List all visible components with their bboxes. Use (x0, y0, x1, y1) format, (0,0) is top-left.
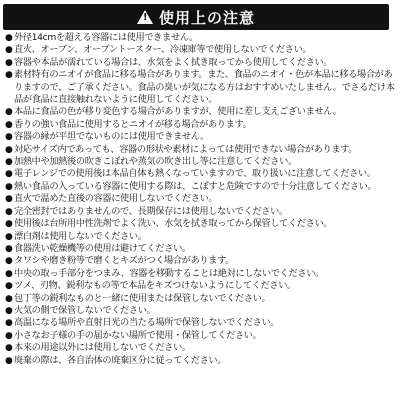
caution-item-text: 廃棄の際は、各自治体の廃棄区分に従ってください。 (14, 354, 227, 366)
caution-item-text: 熱い食品の入っている容器に使用する際は、こぼすと危険ですので十分注意してください。 (14, 180, 377, 192)
caution-item (5, 106, 395, 118)
bullet-icon: ● (5, 256, 13, 267)
warning-icon: ! (137, 10, 153, 24)
caution-item (5, 218, 395, 230)
caution-item-text: 中央の取っ手部分をつまみ、容器を移動することは絶対にしないでください。 (14, 267, 324, 279)
caution-item-text: 本来の用途以外には使用しないでください。 (14, 342, 191, 354)
caution-title: 使用上の注意 (158, 8, 255, 27)
bullet-icon: ● (5, 293, 13, 304)
caution-item-text: 漂白剤は使用しないでください。 (14, 230, 147, 242)
bullet-icon: ● (5, 231, 13, 242)
caution-item (5, 57, 395, 69)
caution-item-text: 包丁等の鋭利なものと一緒に使用または保管しないでください。 (14, 292, 271, 304)
caution-item (5, 193, 395, 205)
caution-item (5, 44, 395, 56)
bullet-icon: ● (5, 57, 13, 68)
caution-item-text: 電子レンジでの使用後は本品自体も熱くなっていますので、取り扱いに注意してください。 (14, 168, 376, 180)
caution-item (5, 330, 395, 342)
caution-item (5, 206, 395, 218)
caution-item (5, 131, 395, 143)
bullet-icon: ● (5, 144, 13, 155)
caution-item-text: 完全密封ではありませんので、長期保存には使用しないでください。 (14, 205, 288, 217)
caution-item-text: 加熱中や加熱後の吹きこぼれや蒸気の吹き出し等に注意してください。 (14, 156, 297, 168)
bullet-icon: ● (5, 45, 13, 56)
bullet-icon: ● (5, 343, 13, 354)
caution-item (5, 168, 395, 180)
caution-item (5, 144, 395, 156)
caution-item-text: 直火、オーブン、オーブントースター、冷凍庫等で使用しないでください。 (14, 44, 312, 56)
bullet-icon: ● (5, 330, 13, 341)
bullet-icon: ● (5, 305, 13, 316)
bullet-icon: ● (5, 206, 13, 217)
caution-item-text: 直火で温めた直後の容器に使用しないでください。 (14, 193, 218, 205)
caution-item (5, 293, 395, 305)
caution-item (5, 255, 395, 267)
caution-item-text: ツメ、刃物、鋭利なもの等で本品をキズつけないようにしてください。 (14, 280, 296, 292)
caution-item-text: 食器洗い乾燥機等の使用は避けてください。 (14, 242, 191, 254)
caution-item (5, 268, 395, 280)
bullet-icon: ● (5, 318, 13, 329)
caution-item (5, 355, 395, 367)
caution-item-text: 小さなお子様の手の届かない場所で使用・保管してください。 (14, 329, 262, 341)
caution-item-text: 火気の側で保管しないでください。 (14, 304, 156, 316)
bullet-icon: ● (5, 169, 13, 180)
bullet-icon: ● (5, 219, 13, 230)
caution-item (5, 32, 395, 44)
bullet-icon: ● (5, 181, 13, 192)
caution-item-text: タワシや磨き粉等で磨くとキズがつく場合があります。 (14, 255, 235, 267)
bullet-icon: ● (5, 194, 13, 205)
caution-item (5, 342, 395, 354)
caution-item (5, 317, 395, 329)
bullet-icon: ● (5, 355, 13, 366)
caution-item (5, 243, 395, 255)
bullet-icon: ● (5, 70, 13, 81)
caution-item-text: 素材特有のニオイが食品に移る場合があります。また、食品のニオイ・色が本品に移る場合がありますので、ご了承ください。食品の臭いが気になる方はおすすめいたしません。でさるだけ本品が食品に直接触れないように使用してください。 (14, 69, 395, 106)
bullet-icon: ● (5, 268, 13, 279)
bullet-icon: ● (5, 157, 13, 168)
caution-item (5, 231, 395, 243)
caution-item (5, 69, 395, 106)
caution-list (5, 32, 395, 367)
caution-item-text: 容器の縁が平坦でないものには使用できません。 (14, 131, 209, 143)
bullet-icon: ● (5, 132, 13, 143)
bullet-icon: ● (5, 281, 13, 292)
caution-item (5, 119, 395, 131)
caution-item (5, 305, 395, 317)
caution-item-text: 使用後は台所用中性洗剤でよく洗い、水気を拭き取ってから保管してください。 (14, 218, 333, 230)
caution-item-text: 香りの強い食品に使用するとニオイが移る場合があります。 (14, 118, 252, 130)
caution-item-text: 外径14cmを超える容器には使用できません。 (14, 32, 198, 43)
caution-item (5, 181, 395, 193)
bullet-icon: ● (5, 119, 13, 130)
caution-header (3, 4, 389, 30)
caution-item-text: 本品に食品の色が移り変色する場合がありますが、使用に差し支えございません。 (14, 106, 342, 118)
caution-item-text: 容器や本品が濡れている場合は、水気をよく拭き取ってから使用してください。 (14, 56, 333, 68)
caution-item-text: 高温になる場所や直射日光の当たる場所で保管しないでください。 (14, 317, 280, 329)
bullet-icon: ● (5, 107, 13, 118)
caution-item (5, 280, 395, 292)
bullet-icon: ● (5, 33, 13, 43)
caution-item (5, 156, 395, 168)
bullet-icon: ● (5, 243, 13, 254)
caution-item-text: 対応サイズ内であっても、容器の形状や素材によっては使用できない場合があります。 (14, 143, 358, 155)
